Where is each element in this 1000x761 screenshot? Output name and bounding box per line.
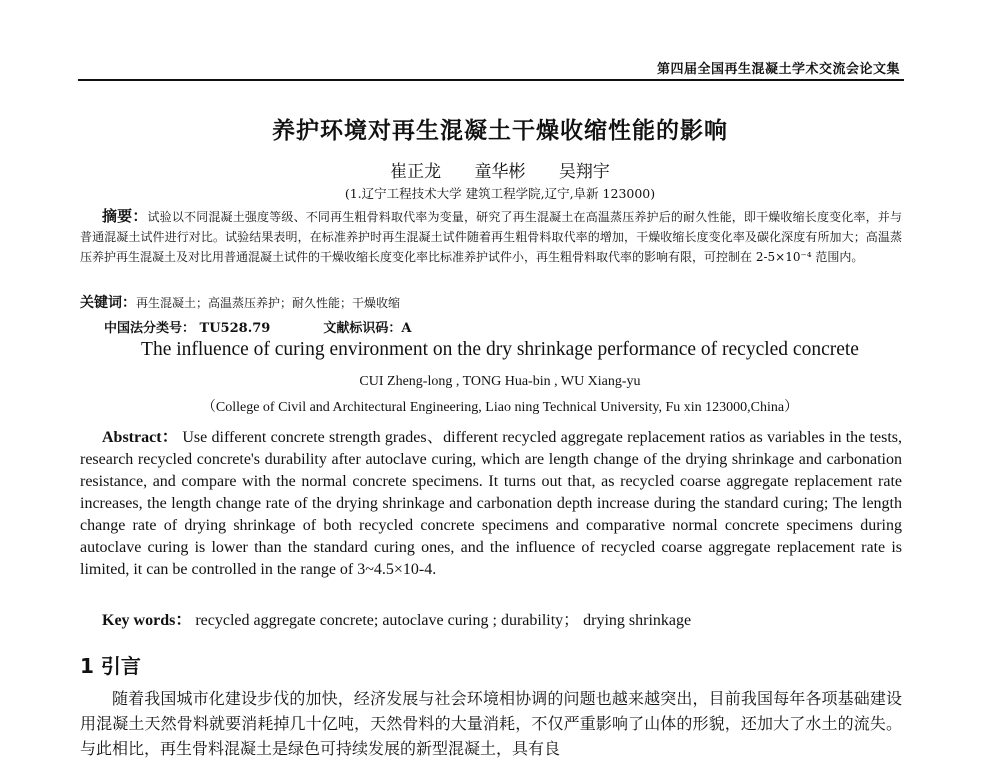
doc-code-label: 文献标识码： [323, 321, 402, 336]
author-3-cn: 吴翔宇 [558, 162, 610, 182]
abstract-cn-label: 摘要： [102, 207, 148, 225]
abstract-english [80, 427, 902, 581]
authors-chinese [0, 157, 1000, 182]
clc-value: TU528.79 [199, 321, 271, 336]
running-head: 第四届全国再生混凝土学术交流会论文集 [656, 62, 900, 77]
keywords-en-label: Key words： [102, 612, 192, 629]
keywords-cn-text: 再生混凝土；高温蒸压养护；耐久性能；干燥收缩 [136, 296, 401, 310]
affiliation-english: （College of Civil and Architectural Engineering, Liao ning Technical University, Fu xin 123000,China） [201, 400, 799, 415]
abstract-cn-text: 试验以不同混凝土强度等级、不同再生粗骨料取代率为变量，研究了再生混凝土在高温蒸压养护后的耐久性能，即干燥收缩长度变化率，并与普通混凝土试件进行对比。试验结果表明，在标准养护时再生混凝土试件随着再生粗骨料取代率的增加，干燥收缩长度变化率及碳化深度有所加大；高温蒸压养护再生混凝土及对比用普通混凝土试件的干燥收缩长度变化率比标准养护试件小，再生粗骨料取代率的影响有限，可控制在 2-5×10⁻⁴ 范围内。 [80, 210, 902, 264]
clc-label: 中国法分类号： [104, 321, 196, 336]
header-rule [78, 79, 904, 81]
author-1-cn: 崔正龙 [390, 162, 442, 182]
classification-line [104, 317, 411, 336]
abstract-en-text: Use different concrete strength grades、different recycled aggregate replacement ratios as variables in the tests, research recycled concrete's durability after autoclave curing, which are length change of the drying shrinkage and carbonation resistance, and compare with the normal concrete specimens. It turns out that, as recycled coarse aggregate replacement rate increases, the length change rate of the drying shrinkage and carbonation depth increase during the standard curing; The length change rate of drying shrinkage of both recycled concrete specimens and comparative normal concrete specimens during autoclave curing is lower than the standard curing ones, and the influence of recycled coarse aggregate replacement rate is limited, it can be controlled in the range of 3~4.5×10-4. [80, 429, 903, 578]
doc-code-value: A [401, 321, 412, 336]
abstract-en-label: Abstract： [102, 429, 179, 446]
keywords-cn-label: 关键词： [80, 295, 136, 311]
keywords-english [102, 607, 691, 630]
keywords-en-text: recycled aggregate concrete; autoclave curing ; durability； drying shrinkage [195, 612, 692, 629]
author-2-cn: 童华彬 [474, 162, 526, 182]
abstract-chinese [80, 206, 902, 267]
title-english: The influence of curing environment on the dry shrinkage performance of recycled concrete [141, 339, 859, 360]
section-heading-introduction: 1 引言 [80, 654, 141, 678]
authors-english: CUI Zheng-long , TONG Hua-bin , WU Xiang-yu [359, 374, 641, 389]
title-chinese: 养护环境对再生混凝土干燥收缩性能的影响 [272, 118, 728, 144]
section-body-text: 随着我国城市化建设步伐的加快，经济发展与社会环境相协调的问题也越来越突出，目前我国每年各项基础建设用混凝土天然骨料就要消耗掉几十亿吨，天然骨料的大量消耗，不仅严重影响了山体的形貌，还加大了水土的流失。与此相比，再生骨料混凝土是绿色可持续发展的新型混凝土，具有良 [80, 689, 902, 758]
affiliation-chinese: (1.辽宁工程技术大学 建筑工程学院,辽宁,阜新 123000) [344, 186, 656, 201]
keywords-chinese [80, 293, 902, 313]
